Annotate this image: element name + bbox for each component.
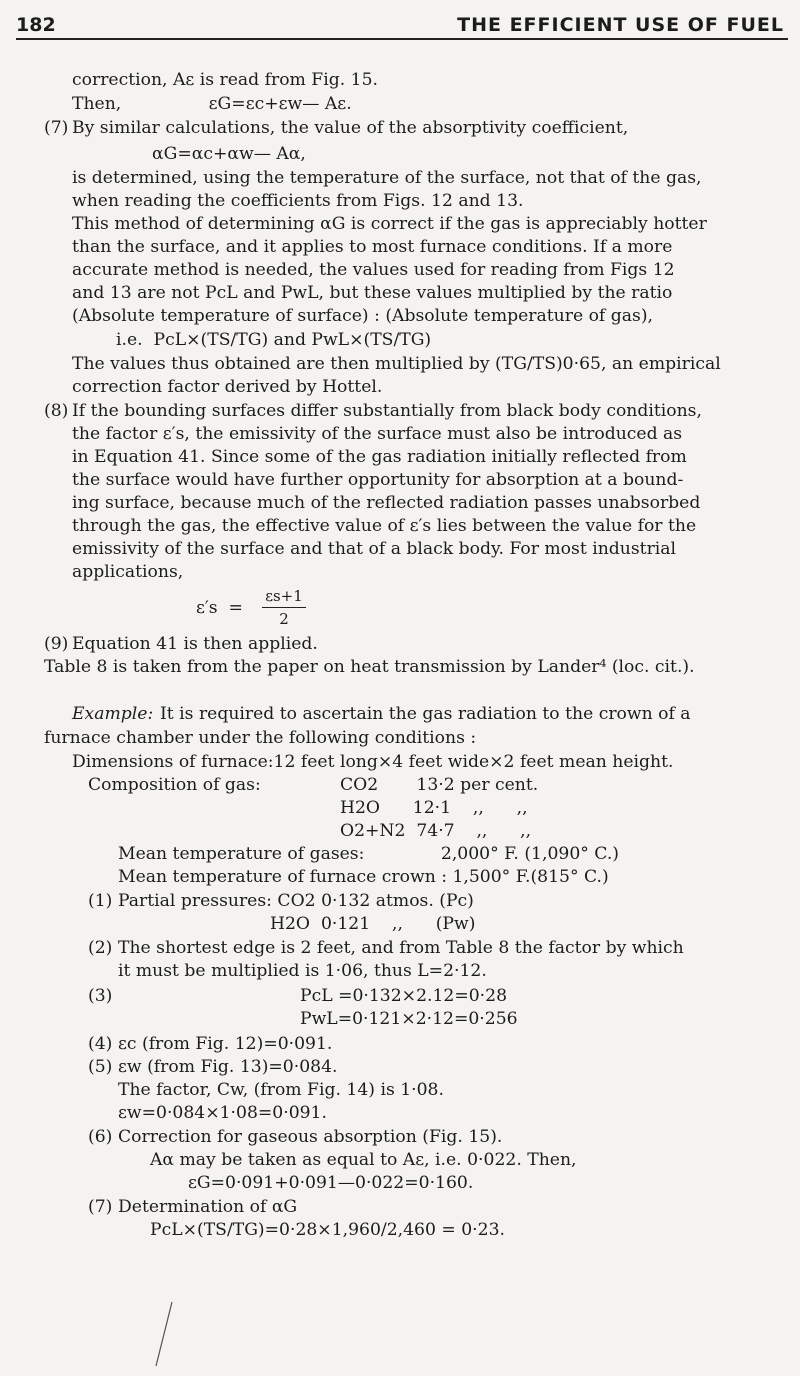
step-number: (6) [88, 1127, 113, 1147]
text-line: Aα may be taken as equal to Aε, i.e. 0·022. Then, [150, 1150, 577, 1170]
text-line: H2O 12·1 ,, ,, [340, 798, 528, 818]
text-line: in Equation 41. Since some of the gas radiation initially reflected from [72, 447, 687, 467]
text-line: Dimensions of furnace:12 feet long×4 feet wide×2 feet mean height. [72, 752, 674, 772]
text-line: accurate method is needed, the values used for reading from Figs 12 [72, 260, 675, 280]
text-line: Equation 41 is then applied. [72, 634, 318, 654]
text-line: Determination of αG [118, 1197, 298, 1217]
text-line: Composition of gas: [88, 775, 261, 795]
equation-line: αG=αc+αw— Aα, [152, 144, 306, 164]
text-line: Mean temperature of furnace crown : 1,500° F.(815° C.) [118, 867, 609, 887]
text-line: This method of determining αG is correct if the gas is appreciably hotter [72, 214, 707, 234]
text-line: O2+N2 74·7 ,, ,, [340, 821, 532, 841]
text-line: correction factor derived by Hottel. [72, 377, 383, 397]
equation-line: i.e. PcL×(TS/TG) and PwL×(TS/TG) [116, 330, 432, 350]
text-line: emissivity of the surface and that of a black body. For most industrial [72, 539, 677, 559]
text-line: through the gas, the effective value of ε′s lies between the value for the [72, 516, 697, 536]
text-line: The factor, Cw, (from Fig. 14) is 1·08. [118, 1080, 444, 1100]
text-line: The shortest edge is 2 feet, and from Table 8 the factor by which [118, 938, 684, 958]
item-number: (9) [44, 634, 69, 654]
text-line: εw (from Fig. 13)=0·084. [118, 1057, 338, 1077]
text-line: it must be multiplied is 1·06, thus L=2·12. [118, 961, 487, 981]
text-line: PcL =0·132×2.12=0·28 [300, 986, 508, 1006]
header-rule [16, 38, 788, 40]
step-number: (2) [88, 938, 113, 958]
text-line: By similar calculations, the value of the absorptivity coefficient, [72, 118, 629, 138]
text-line: εw=0·084×1·08=0·091. [118, 1103, 327, 1123]
text-line: Mean temperature of gases: 2,000° F. (1,090° C.) [118, 844, 620, 864]
step-number: (4) [88, 1034, 113, 1054]
text-line: Partial pressures: CO2 0·132 atmos. (Pc) [118, 891, 474, 911]
page-number: 182 [16, 14, 56, 36]
step-number: (7) [88, 1197, 113, 1217]
text-line: H2O 0·121 ,, (Pw) [270, 914, 476, 934]
text-line: when reading the coefficients from Figs. 12 and 13. [72, 191, 524, 211]
text-line: Correction for gaseous absorption (Fig. 15). [118, 1127, 503, 1147]
text-line: than the surface, and it applies to most furnace conditions. If a more [72, 237, 673, 257]
text-line: εG=0·091+0·091—0·022=0·160. [188, 1173, 474, 1193]
text-line: Table 8 is taken from the paper on heat transmission by Lander⁴ (loc. cit.). [44, 657, 695, 677]
item-number: (7) [44, 118, 69, 138]
example-label: Example: [72, 704, 154, 724]
text-line: the factor ε′s, the emissivity of the surface must also be introduced as [72, 424, 683, 444]
text-line: and 13 are not PcL and PwL, but these values multiplied by the ratio [72, 283, 673, 303]
step-number: (1) [88, 891, 113, 911]
text-line: If the bounding surfaces differ substantially from black body conditions, [72, 401, 702, 421]
text-line: furnace chamber under the following conditions : [44, 728, 477, 748]
text-line: ing surface, because much of the reflected radiation passes unabsorbed [72, 493, 701, 513]
text-line: εc (from Fig. 12)=0·091. [118, 1034, 333, 1054]
text-line: (Absolute temperature of surface) : (Absolute temperature of gas), [72, 306, 653, 326]
text-line: PcL×(TS/TG)=0·28×1,960/2,460 = 0·23. [150, 1220, 505, 1240]
text-line: the surface would have further opportunity for absorption at a bound- [72, 470, 684, 490]
pencil-mark-icon [150, 1300, 180, 1370]
text-line: is determined, using the temperature of the surface, not that of the gas, [72, 168, 702, 188]
fraction-denominator: 2 [279, 610, 289, 628]
text-line: Then, εG=εc+εw— Aε. [72, 94, 352, 114]
step-number: (3) [88, 986, 113, 1006]
running-title: THE EFFICIENT USE OF FUEL [457, 14, 784, 36]
step-number: (5) [88, 1057, 113, 1077]
text-line: applications, [72, 562, 184, 582]
text-line: CO2 13·2 per cent. [340, 775, 539, 795]
item-number: (8) [44, 401, 69, 421]
text-line: PwL=0·121×2·12=0·256 [300, 1009, 518, 1029]
text-line: The values thus obtained are then multiplied by (TG/TS)0·65, an empirical [72, 354, 721, 374]
equation-lhs: ε′s = [196, 598, 243, 618]
text-line: correction, Aε is read from Fig. 15. [72, 70, 378, 90]
text-line: It is required to ascertain the gas radiation to the crown of a [160, 704, 691, 724]
fraction-numerator: εs+1 [265, 587, 303, 605]
fraction-bar [262, 607, 306, 608]
